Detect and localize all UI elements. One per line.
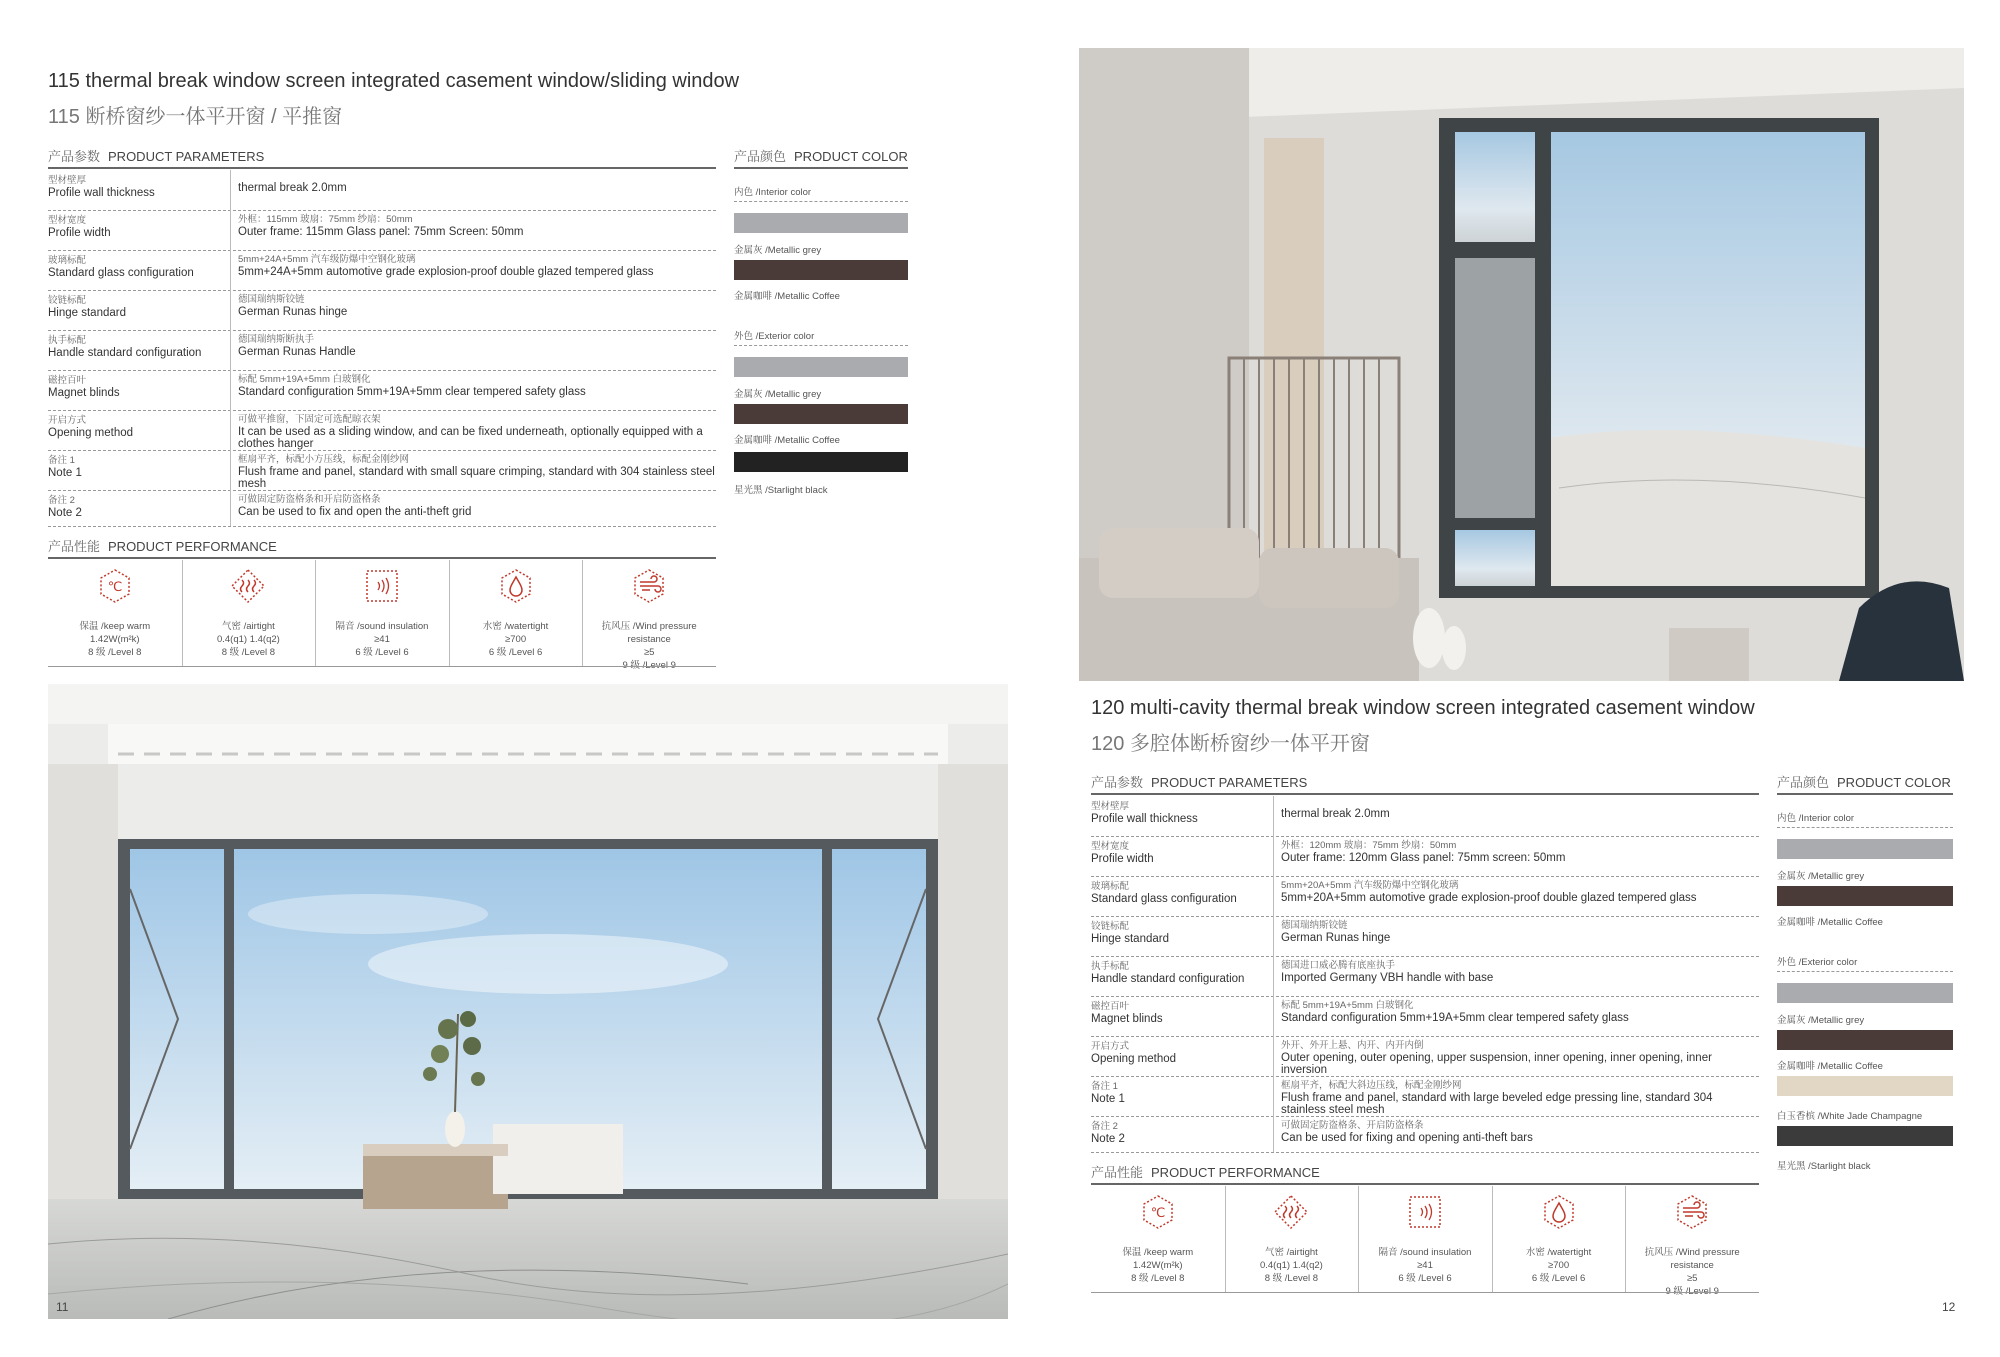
param-label-cn: 备注 1 (48, 455, 75, 466)
perf-cell (182, 560, 316, 666)
param-value (1281, 800, 1759, 820)
param-row (1091, 796, 1759, 837)
right-params-rule (1091, 793, 1759, 795)
param-value-cn: 可做平推窗，下固定可选配晾衣架 (238, 414, 381, 425)
param-label-en: Standard glass configuration (1091, 893, 1237, 905)
column-divider (230, 210, 231, 250)
param-value (1281, 960, 1759, 984)
right-perf-rule (1091, 1183, 1759, 1185)
perf-text (449, 620, 583, 659)
column-divider (230, 290, 231, 330)
perf-cell (1625, 1186, 1759, 1292)
perf-l3: 8 级 /Level 8 (221, 647, 276, 658)
perf-text (48, 620, 182, 659)
swatch-label: 金属灰 /Metallic grey (734, 245, 822, 256)
perf-l1: 气密 /airtight (221, 621, 275, 632)
param-label (1091, 800, 1271, 826)
thermal-icon (97, 568, 133, 604)
param-value (1281, 1000, 1759, 1024)
swatch-label: 金属咖啡 /Metallic Coffee (734, 291, 840, 302)
param-value-cn: 5mm+24A+5mm 汽车级防爆中空钢化玻璃 (238, 254, 416, 265)
perf-l1: 水密 /watertight (1525, 1247, 1592, 1258)
param-value-en: 5mm+20A+5mm automotive grade explosion-proof double glazed tempered glass (1281, 892, 1697, 904)
airtight-icon (1273, 1194, 1309, 1230)
param-value-en: thermal break 2.0mm (1281, 808, 1390, 820)
param-row (48, 450, 716, 491)
svg-text:℃: ℃ (1150, 1206, 1166, 1221)
perf-cell (1358, 1186, 1492, 1292)
param-label-cn: 玻璃标配 (1091, 881, 1130, 892)
interior-color-label: 内色 /Interior color (734, 187, 812, 198)
perf-l1: 水密 /watertight (482, 621, 549, 632)
column-divider (1273, 796, 1274, 836)
param-value-en: 5mm+24A+5mm automotive grade explosion-proof double glazed tempered glass (238, 266, 654, 278)
perf-text (1492, 1246, 1626, 1285)
param-value-en: Outer opening, outer opening, upper suspension, inner opening, inner opening, inner inversion (1281, 1052, 1712, 1076)
param-label-en: Note 1 (48, 467, 82, 479)
param-label (48, 214, 228, 240)
perf-l2: ≥41 (374, 634, 390, 645)
swatch-metallic-grey (1777, 983, 1953, 1003)
param-row (1091, 836, 1759, 877)
right-color-rule (1777, 793, 1953, 795)
param-row (1091, 996, 1759, 1037)
right-perf-heading: 产品性能 PRODUCT PERFORMANCE (1091, 1165, 1320, 1180)
perf-cell (48, 560, 182, 666)
perf-l2: 0.4(q1) 1.4(q2) (216, 634, 280, 645)
swatch-white-jade-champagne (1777, 1076, 1953, 1096)
right-params-heading: 产品参数 PRODUCT PARAMETERS (1091, 775, 1308, 790)
perf-cell (1492, 1186, 1626, 1292)
perf-text (1358, 1246, 1492, 1285)
swatch-metallic-grey (1777, 839, 1953, 859)
perf-divider (1358, 1186, 1359, 1292)
column-divider (1273, 876, 1274, 916)
param-value (1281, 880, 1759, 904)
wind-icon (1674, 1194, 1710, 1230)
param-label-en: Hinge standard (48, 307, 126, 319)
swatch-label: 星光黑 /Starlight black (734, 485, 828, 496)
param-label-en: Profile width (48, 227, 111, 239)
divider (1777, 827, 1953, 828)
column-divider (1273, 996, 1274, 1036)
perf-text (1091, 1246, 1225, 1285)
param-label-en: Note 1 (1091, 1093, 1125, 1105)
param-value-cn: 外框：120mm 玻扇：75mm 纱扇：50mm (1281, 840, 1457, 851)
param-label-cn: 铰链标配 (1091, 921, 1130, 932)
param-row (48, 210, 716, 251)
param-label (1091, 1080, 1271, 1106)
param-value-cn: 标配 5mm+19A+5mm 白玻钢化 (1281, 1000, 1414, 1011)
param-row (48, 490, 716, 527)
param-label-cn: 型材宽度 (1091, 841, 1130, 852)
perf-l3: 6 级 /Level 6 (1531, 1273, 1586, 1284)
left-params-table (48, 170, 716, 526)
left-perf-rule (48, 557, 716, 559)
param-value-en: Outer frame: 120mm Glass panel: 75mm screen: 50mm (1281, 852, 1566, 864)
param-value-en: thermal break 2.0mm (238, 182, 347, 194)
interior-color-label: 内色 /Interior color (1777, 813, 1855, 824)
swatch-label: 星光黑 /Starlight black (1777, 1161, 1871, 1172)
param-row (48, 370, 716, 411)
param-value (1281, 840, 1759, 864)
perf-divider (449, 560, 450, 666)
param-label-en: Profile wall thickness (1091, 813, 1198, 825)
column-divider (1273, 1076, 1274, 1116)
perf-divider (1625, 1186, 1626, 1292)
perf-l1: 保温 /keep warm (79, 621, 151, 632)
swatch-metallic-coffee (1777, 886, 1953, 906)
column-divider (230, 330, 231, 370)
param-value-cn: 外开、外开上悬、内开、内开内倒 (1281, 1040, 1424, 1051)
column-divider (1273, 1036, 1274, 1076)
column-divider (1273, 836, 1274, 876)
perf-bottom-rule (1091, 1292, 1759, 1293)
perf-l1: 抗风压 /Wind pressure resistance (601, 621, 697, 645)
page-number-right: 12 (1942, 1300, 1956, 1314)
page-number-left: 11 (56, 1300, 69, 1314)
param-value-en: Flush frame and panel, standard with large beveled edge pressing line, standard 304 stainless steel mesh (1281, 1092, 1713, 1116)
param-label (1091, 1040, 1271, 1066)
param-value (238, 214, 716, 238)
param-label-cn: 磁控百叶 (1091, 1001, 1130, 1012)
swatch-metallic-coffee (734, 260, 908, 280)
left-params-heading: 产品参数 PRODUCT PARAMETERS (48, 149, 265, 164)
perf-text (315, 620, 449, 659)
param-label-en: Profile wall thickness (48, 187, 155, 199)
param-label-cn: 型材壁厚 (48, 175, 87, 186)
param-value-en: German Runas hinge (238, 306, 348, 318)
param-label-cn: 开启方式 (48, 415, 87, 426)
param-value-en: It can be used as a sliding window, and can be fixed underneath, optionally equipped with a clothes hanger (238, 426, 703, 450)
swatch-metallic-grey (734, 213, 908, 233)
param-label-en: Note 2 (48, 507, 82, 519)
perf-cell (582, 560, 716, 666)
perf-l1: 隔音 /sound insulation (335, 621, 429, 632)
param-label-cn: 执手标配 (1091, 961, 1130, 972)
swatch-metallic-grey (734, 357, 908, 377)
right-color-heading: 产品颜色 PRODUCT COLOR (1777, 775, 1951, 790)
param-value (238, 294, 716, 318)
perf-l3: 8 级 /Level 8 (88, 647, 142, 658)
param-label (1091, 1000, 1271, 1026)
perf-divider (182, 560, 183, 666)
param-label-en: Standard glass configuration (48, 267, 194, 279)
param-label (1091, 960, 1271, 986)
perf-l2: 0.4(q1) 1.4(q2) (1259, 1260, 1323, 1271)
perf-divider (582, 560, 583, 666)
param-value-cn: 德国瑞纳斯铰链 (1281, 920, 1348, 931)
param-value-cn: 德国瑞纳斯断执手 (238, 334, 315, 345)
param-label (48, 174, 228, 200)
divider (734, 201, 908, 202)
param-label-cn: 备注 2 (1091, 1121, 1118, 1132)
right-title-en: 120 multi-cavity thermal break window screen integrated casement window (1091, 697, 1755, 719)
perf-l3: 8 级 /Level 8 (1264, 1273, 1319, 1284)
param-label-en: Handle standard configuration (1091, 973, 1245, 985)
param-row (48, 170, 716, 211)
param-value-cn: 德国瑞纳斯铰链 (238, 294, 305, 305)
param-value-cn: 可做固定防盗格条和开启防盗格条 (238, 494, 381, 505)
perf-l2: ≥5 (1686, 1273, 1698, 1284)
perf-text (1225, 1246, 1359, 1285)
param-label-en: Note 2 (1091, 1133, 1125, 1145)
param-value-cn: 5mm+20A+5mm 汽车级防爆中空钢化玻璃 (1281, 880, 1459, 891)
param-value-cn: 框扇平齐，标配大斜边压线，标配金刚纱网 (1281, 1080, 1462, 1091)
param-label-en: Opening method (1091, 1053, 1177, 1065)
param-label-en: Handle standard configuration (48, 347, 202, 359)
swatch-metallic-coffee (734, 404, 908, 424)
param-value (238, 454, 716, 490)
perf-l1: 气密 /airtight (1264, 1247, 1318, 1258)
param-value (238, 414, 716, 450)
param-label (48, 494, 228, 520)
param-value-en: Standard configuration 5mm+19A+5mm clear tempered safety glass (238, 386, 586, 398)
param-label-cn: 铰链标配 (48, 295, 87, 306)
param-value (1281, 1120, 1759, 1144)
perf-l3: 6 级 /Level 6 (488, 647, 543, 658)
water-drop-icon (1541, 1194, 1577, 1230)
column-divider (230, 170, 231, 210)
perf-l2: ≥700 (505, 634, 527, 645)
param-label-en: Magnet blinds (1091, 1013, 1163, 1025)
svg-text:℃: ℃ (107, 580, 123, 595)
param-value-cn: 标配 5mm+19A+5mm 白玻钢化 (238, 374, 371, 385)
perf-l2: 1.42W(m²k) (89, 634, 140, 645)
param-value (238, 494, 716, 518)
sound-icon (364, 568, 400, 604)
param-label (1091, 1120, 1271, 1146)
swatch-label: 金属灰 /Metallic grey (1777, 871, 1865, 882)
bedroom-photo (1079, 48, 1964, 681)
param-label (48, 414, 228, 440)
column-divider (1273, 1116, 1274, 1152)
wind-icon (631, 568, 667, 604)
left-color-list (734, 170, 908, 500)
left-perf-heading: 产品性能 PRODUCT PERFORMANCE (48, 539, 277, 554)
param-label-cn: 玻璃标配 (48, 255, 87, 266)
left-color-rule (734, 167, 908, 169)
perf-l3: 6 级 /Level 6 (355, 647, 409, 658)
param-label-cn: 备注 1 (1091, 1081, 1118, 1092)
param-value-en: Imported Germany VBH handle with base (1281, 972, 1494, 984)
param-label (48, 294, 228, 320)
left-color-heading: 产品颜色 PRODUCT COLOR (734, 149, 908, 164)
perf-l2: ≥5 (643, 647, 655, 658)
param-label-cn: 执手标配 (48, 335, 87, 346)
perf-cell (1091, 1186, 1225, 1292)
left-perf-row (48, 560, 716, 666)
param-label (1091, 880, 1271, 906)
param-label (1091, 840, 1271, 866)
param-label-en: Magnet blinds (48, 387, 120, 399)
swatch-label: 金属咖啡 /Metallic Coffee (1777, 1061, 1883, 1072)
perf-text (582, 620, 716, 672)
param-value-cn: 框扇平齐，标配小方压线，标配金刚纱网 (238, 454, 410, 465)
param-row (1091, 956, 1759, 997)
swatch-metallic-coffee (1777, 1030, 1953, 1050)
param-row (1091, 1036, 1759, 1077)
sound-icon (1407, 1194, 1443, 1230)
param-label-en: Profile width (1091, 853, 1154, 865)
param-value-en: German Runas hinge (1281, 932, 1391, 944)
param-row (1091, 1116, 1759, 1153)
perf-l1: 隔音 /sound insulation (1378, 1247, 1472, 1258)
perf-l3: 6 级 /Level 6 (1398, 1273, 1452, 1284)
param-value-en: Standard configuration 5mm+19A+5mm clear tempered safety glass (1281, 1012, 1629, 1024)
perf-divider (1225, 1186, 1226, 1292)
swatch-label: 金属灰 /Metallic grey (734, 389, 822, 400)
perf-text (1625, 1246, 1759, 1298)
perf-cell (449, 560, 583, 666)
perf-bottom-rule (48, 666, 716, 667)
perf-l2: ≥700 (1548, 1260, 1570, 1271)
perf-cell (315, 560, 449, 666)
param-value-cn: 德国进口威必腾有底座执手 (1281, 960, 1396, 971)
perf-l1: 保温 /keep warm (1122, 1247, 1194, 1258)
thermal-icon (1140, 1194, 1176, 1230)
left-params-rule (48, 167, 716, 169)
perf-l2: 1.42W(m²k) (1132, 1260, 1183, 1271)
column-divider (230, 490, 231, 526)
right-perf-row (1091, 1186, 1759, 1292)
param-label-cn: 磁控百叶 (48, 375, 87, 386)
param-row (1091, 1076, 1759, 1117)
param-label-cn: 型材壁厚 (1091, 801, 1130, 812)
column-divider (230, 370, 231, 410)
perf-divider (315, 560, 316, 666)
column-divider (1273, 956, 1274, 996)
param-row (48, 330, 716, 371)
param-label (48, 254, 228, 280)
divider (1777, 971, 1953, 972)
param-value (1281, 920, 1759, 944)
param-value-en: Can be used for fixing and opening anti-theft bars (1281, 1132, 1533, 1144)
param-label-cn: 开启方式 (1091, 1041, 1130, 1052)
param-row (48, 290, 716, 331)
param-row (48, 410, 716, 451)
swatch-label: 白玉香槟 /White Jade Champagne (1777, 1111, 1923, 1122)
perf-text (182, 620, 316, 659)
perf-l3: 8 级 /Level 8 (1131, 1273, 1185, 1284)
param-value (238, 254, 716, 278)
param-row (1091, 916, 1759, 957)
param-label (48, 334, 228, 360)
living-room-photo (48, 684, 1008, 1319)
param-label (48, 454, 228, 480)
swatch-starlight-black (734, 452, 908, 472)
param-value-en: Flush frame and panel, standard with small square crimping, standard with 304 stainless steel mesh (238, 466, 715, 490)
param-row (1091, 876, 1759, 917)
right-params-table (1091, 796, 1759, 1152)
param-label (48, 374, 228, 400)
swatch-starlight-black (1777, 1126, 1953, 1146)
column-divider (230, 450, 231, 490)
param-label-en: Opening method (48, 427, 134, 439)
param-value (238, 174, 716, 194)
param-value (1281, 1080, 1759, 1116)
swatch-label: 金属咖啡 /Metallic Coffee (734, 435, 840, 446)
param-label-cn: 备注 2 (48, 495, 75, 506)
water-drop-icon (498, 568, 534, 604)
column-divider (230, 250, 231, 290)
perf-divider (1492, 1186, 1493, 1292)
param-value (238, 334, 716, 358)
param-value-cn: 可做固定防盗格条、开启防盗格条 (1281, 1120, 1424, 1131)
exterior-color-label: 外色 /Exterior color (1777, 957, 1858, 968)
perf-l1: 抗风压 /Wind pressure resistance (1644, 1247, 1740, 1271)
airtight-icon (230, 568, 266, 604)
column-divider (1273, 916, 1274, 956)
param-value-en: Outer frame: 115mm Glass panel: 75mm Screen: 50mm (238, 226, 524, 238)
swatch-label: 金属咖啡 /Metallic Coffee (1777, 917, 1883, 928)
right-color-list (1777, 796, 1953, 1176)
param-value (1281, 1040, 1759, 1076)
swatch-label: 金属灰 /Metallic grey (1777, 1015, 1865, 1026)
right-title-cn: 120 多腔体断桥窗纱一体平开窗 (1091, 733, 1370, 755)
param-value-cn: 外框：115mm 玻扇：75mm 纱扇：50mm (238, 214, 413, 225)
column-divider (230, 410, 231, 450)
param-value (238, 374, 716, 398)
perf-l2: ≥41 (1417, 1260, 1433, 1271)
param-label-cn: 型材宽度 (48, 215, 87, 226)
left-title-en: 115 thermal break window screen integrated casement window/sliding window (48, 70, 740, 92)
left-title-cn: 115 断桥窗纱一体平开窗 / 平推窗 (48, 106, 343, 128)
exterior-color-label: 外色 /Exterior color (734, 331, 815, 342)
param-label-en: Hinge standard (1091, 933, 1169, 945)
perf-cell (1225, 1186, 1359, 1292)
divider (734, 345, 908, 346)
param-label (1091, 920, 1271, 946)
param-value-en: Can be used to fix and open the anti-theft grid (238, 506, 472, 518)
param-value-en: German Runas Handle (238, 346, 356, 358)
param-row (48, 250, 716, 291)
